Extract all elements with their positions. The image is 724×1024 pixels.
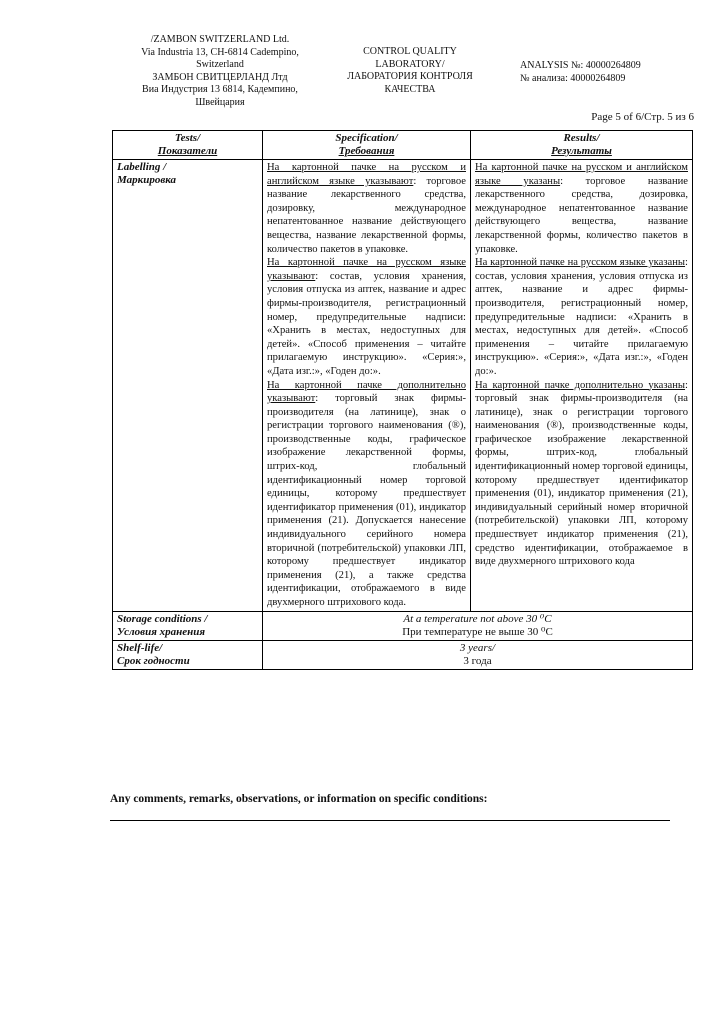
spec-paragraph-text: : торговое название лекарственного средства, дозировку, международное непатентованное название действующего вещества, название лекарственной формы, количество пакетов в упаковке. xyxy=(267,175,466,255)
page-number: Page 5 of 6/Стр. 5 из 6 xyxy=(591,111,694,123)
analysis-line: ANALYSIS №: 40000264809 xyxy=(520,60,641,71)
spec-labelling xyxy=(263,160,471,612)
table-header-row xyxy=(113,131,693,160)
company-line: ЗАМБОН СВИТЦЕРЛАНД Лтд xyxy=(152,71,288,83)
table-row-shelf-life xyxy=(113,640,693,669)
lab-line: CONTROL QUALITY xyxy=(363,46,457,57)
storage-value xyxy=(263,611,693,640)
results-paragraph-lead: На картонной пачке на русском и английском языке указаны xyxy=(475,162,688,187)
test-name-ru: Срок годности xyxy=(117,654,190,667)
test-shelf-life xyxy=(113,640,263,669)
lab-line: ЛАБОРАТОРИЯ КОНТРОЛЯ xyxy=(347,71,473,82)
test-name-ru: Условия хранения xyxy=(117,625,205,638)
analysis-table xyxy=(112,130,693,670)
lab-line: КАЧЕСТВА xyxy=(384,83,436,95)
table-row-labelling xyxy=(113,160,693,612)
comments-label: Any comments, remarks, observations, or information on specific conditions: xyxy=(110,793,488,805)
storage-value-ru: При температуре не выше 30 ⁰C xyxy=(402,625,553,638)
comments-line xyxy=(110,820,670,821)
company-line: Via Industria 13, CH-6814 Cadempino, xyxy=(141,46,299,58)
test-labelling xyxy=(113,160,263,612)
shelf-life-value xyxy=(263,640,693,669)
storage-value-en: At a temperature not above 30 ⁰C xyxy=(403,612,552,625)
company-address xyxy=(140,34,300,109)
results-labelling xyxy=(471,160,693,612)
results-paragraph-text: : торговое название лекарственного средства, дозировка, международное непатентованное название действующего вещества, название лекарственной формы, количество пакетов в упаковке. xyxy=(475,175,688,255)
company-line: Виа Индустрия 13 6814, Кадемпино, xyxy=(142,84,298,95)
table-row-storage xyxy=(113,611,693,640)
lab-line: LABORATORY/ xyxy=(375,58,445,70)
header-results xyxy=(471,131,693,160)
spec-paragraph xyxy=(267,256,466,378)
test-name-ru: Маркировка xyxy=(117,174,177,186)
header-results-ru: Результаты xyxy=(551,145,612,157)
company-line: /ZAMBON SWITZERLAND Ltd. xyxy=(150,34,290,45)
header-specification xyxy=(263,131,471,160)
test-name-en: Labelling / xyxy=(117,161,167,173)
spec-paragraph-lead: На картонной пачке дополнительно указывают xyxy=(267,379,466,405)
shelf-life-value-en: 3 years/ xyxy=(459,641,496,654)
header-spec-en: Specification/ xyxy=(335,132,398,144)
spec-paragraph-text: : состав, условия хранения, условия отпуска из аптек, название и адрес фирмы-производителя, регистрационный номер, предупредительные надписи: «Хранить в местах, недоступных для детей». «Способ применения – читайте прилагаемую инструкцию». «Серия:», «Дата изг.:», «Годен до:». xyxy=(267,270,466,377)
spec-paragraph-text: : торговый знак фирмы-производителя (на латинице), знак о регистрации торгового наименования (®), производственные коды, графическое изображение лекарственной формы, штрих-код, глобальный идентификационный номер торговой единицы, которому предшествует идентификатор применения (01), индикатор применения (21). Допускается нанесение индивидуального серийного номера вторичной (потребительской) упаковки ЛП, которому предшествует индикатор применения (21), а также средства идентификации, отображаемого в виде двухмерного штрихового кода. xyxy=(267,393,466,608)
lab-title xyxy=(340,46,480,96)
results-paragraph-text: : состав, условия хранения, условия отпуска из аптек, название и адрес фирмы-производителя, регистрационный номер, предупредительные надписи: «Хранить в местах, недоступных для детей». «Способ применения – читайте прилагаемую инструкцию». «Серия:», «Дата изг.:», «Годен до:». xyxy=(475,257,688,377)
spec-paragraph-lead: На картонной пачке на русском и английском языке указывают xyxy=(267,162,466,187)
company-line: Швейцария xyxy=(195,96,245,108)
analysis-line: № анализа: 40000264809 xyxy=(520,72,626,84)
test-name-en: Shelf-life/ xyxy=(117,641,163,654)
test-name-en: Storage conditions / xyxy=(117,612,208,625)
results-paragraph-lead: На картонной пачке на русском языке указаны xyxy=(475,257,686,269)
header-spec-ru: Требования xyxy=(338,145,395,157)
spec-paragraph-lead: На картонной пачке на русском языке указывают xyxy=(267,257,466,282)
test-storage xyxy=(113,611,263,640)
results-paragraph xyxy=(475,161,688,256)
header-tests-ru: Показатели xyxy=(157,145,218,157)
results-paragraph xyxy=(475,256,688,378)
header-tests xyxy=(113,131,263,160)
header-tests-en: Tests/ xyxy=(174,132,201,144)
shelf-life-value-ru: 3 года xyxy=(463,654,492,667)
analysis-number xyxy=(520,60,700,85)
spec-paragraph xyxy=(267,379,466,610)
header-results-en: Results/ xyxy=(563,132,600,144)
company-line: Switzerland xyxy=(196,59,244,70)
spec-paragraph xyxy=(267,161,466,256)
results-paragraph-lead: На картонной пачке дополнительно указаны xyxy=(475,379,686,391)
results-paragraph xyxy=(475,379,688,569)
results-paragraph-text: : торговый знак фирмы-производителя (на латинице), знак о регистрации торгового наименования (®), производственные коды, графическое изображение лекарственной формы, штрих-код, глобальный идентификационный номер торговой единицы, которому предшествует идентификатор применения (01), индикатор применения (21), индивидуальный серийный номер вторичной (потребительской) упаковки ЛП, которому предшествует индикатор применения (21), средство идентификации, отображаемое в виде двухмерного штрихового кода xyxy=(475,379,688,568)
